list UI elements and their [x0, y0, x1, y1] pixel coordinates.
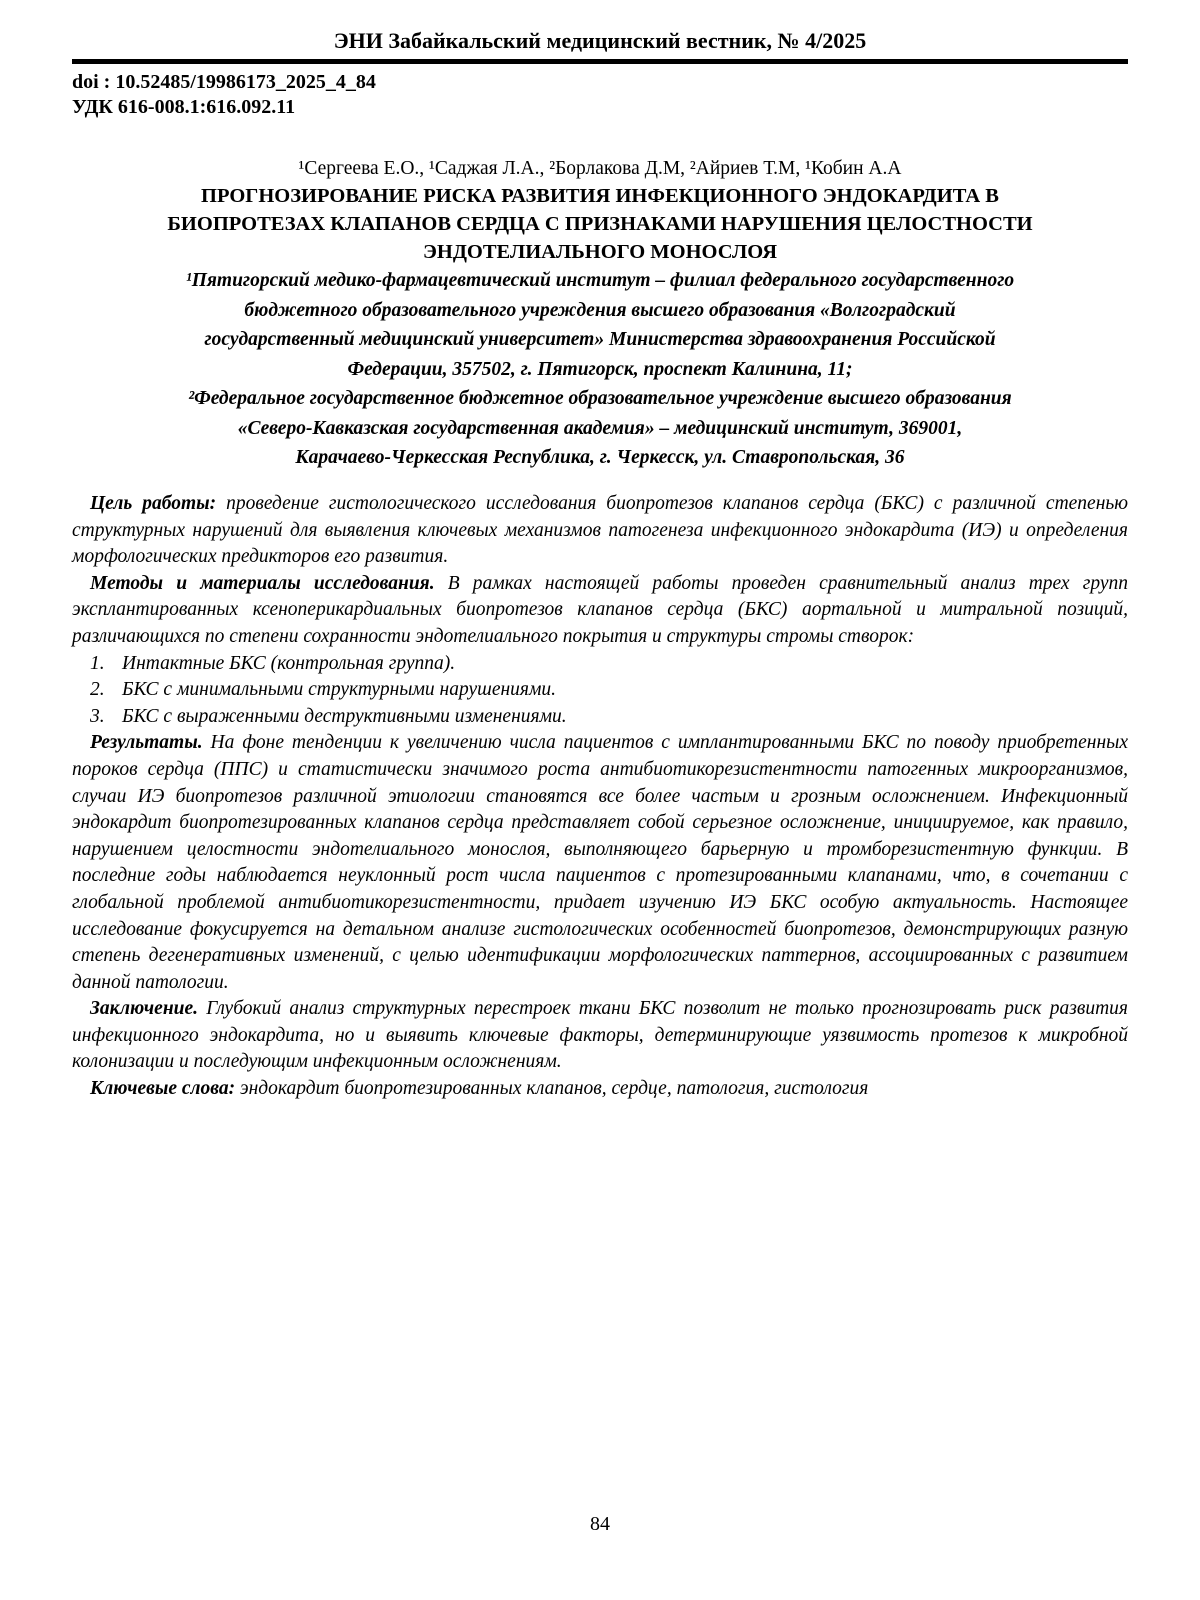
results-label: Результаты. [90, 732, 203, 754]
methods-text: В рамках настоящей работы проведен сравнительный анализ трех групп эксплантированных ксеноперикардиальных биопротезов клапанов сердца (БКС) аортальной и митральной позиций, различающихся по степени сохранности эндотелиального покрытия и структуры стромы створок: [72, 572, 1128, 647]
doi: doi : 10.52485/19986173_2025_4_84 [72, 71, 376, 93]
list-number: 3. [90, 705, 105, 727]
list-number: 2. [90, 679, 105, 701]
affiliation-line: бюджетного образовательного учреждения высшего образования «Волгоградский [244, 299, 956, 321]
title-line: ЭНДОТЕЛИАЛЬНОГО МОНОСЛОЯ [422, 241, 778, 263]
title-line: ПРОГНОЗИРОВАНИЕ РИСКА РАЗВИТИЯ ИНФЕКЦИОННОГО ЭНДОКАРДИТА В [201, 185, 999, 207]
conclusion-paragraph [72, 996, 1128, 1076]
list-text: БКС с минимальными структурными нарушениями. [122, 679, 557, 701]
identifiers [72, 70, 1128, 120]
groups-list [72, 651, 1128, 731]
affiliation-line: Федерации, 357502, г. Пятигорск, проспект Калинина, 11; [347, 358, 853, 380]
affiliations [72, 266, 1128, 473]
results-text: На фоне тенденции к увеличению числа пациентов с имплантированными БКС по поводу приобретенных пороков сердца (ППС) и статистически значимого роста антибиотикорезистентности патогенных микроорганизмов, случаи ИЭ биопротезов различной этиологии становятся все более частым и грозным осложнением. Инфекционный эндокардит биопротезированных клапанов сердца представляет собой серьезное осложнение, инициируемое, как правило, нарушением целостности эндотелиального монослоя, выполняющего барьерную и тромборезистентную функции. В последние годы наблюдается неуклонный рост числа пациентов с протезированными клапанами, что, в сочетании с глобальной проблемой антибиотикорезистентности, придает изучению ИЭ БКС особую актуальность. Настоящее исследование фокусируется на детальном анализе гистологических особенностей биопротезов, демонстрирующих разную степень дегенеративных изменений, с целью идентификации морфологических паттернов, ассоциированных с развитием данной патологии. [72, 732, 1128, 993]
title-line: БИОПРОТЕЗАХ КЛАПАНОВ СЕРДЦА С ПРИЗНАКАМИ НАРУШЕНИЯ ЦЕЛОСТНОСТИ [167, 213, 1033, 235]
keywords-paragraph [72, 1076, 1128, 1103]
results-paragraph [72, 730, 1128, 996]
keywords-text: эндокардит биопротезированных клапанов, сердце, патология, гистология [235, 1078, 869, 1100]
udk: УДК 616-008.1:616.092.11 [72, 96, 296, 118]
affiliation-line: ²Федеральное государственное бюджетное образовательное учреждение высшего образования [188, 388, 1012, 409]
article-title [72, 182, 1128, 266]
methods-paragraph [72, 571, 1128, 651]
aim-text: проведение гистологического исследования биопротезов клапанов сердца (БКС) с различной степенью структурных нарушений для выявления ключевых механизмов патогенеза инфекционного эндокардита (ИЭ) и определения морфологических предикторов его развития. [72, 493, 1129, 568]
affiliation-line: государственный медицинский университет» Министерства здравоохранения Российской [204, 329, 996, 350]
authors: ¹Сергеева Е.О., ¹Саджая Л.А., ²Борлакова Д.М, ²Айриев Т.М, ¹Кобин А.А [298, 158, 902, 179]
affiliation-line: Карачаево-Черкесская Республика, г. Черкесск, ул. Ставропольская, 36 [295, 447, 905, 468]
list-text: БКС с выраженными деструктивными изменениями. [122, 705, 567, 727]
conclusion-text: Глубокий анализ структурных перестроек ткани БКС позволит не только прогнозировать риск развития инфекционного эндокардита, но и выявить ключевые факторы, детерминирующие уязвимость протезов к микробной колонизации и последующим инфекционным осложнениям. [72, 998, 1128, 1073]
aim-paragraph [72, 491, 1128, 571]
running-head: ЭНИ Забайкальский медицинский вестник, № 4/2025 [333, 28, 867, 53]
aim-label: Цель работы: [90, 493, 217, 514]
page-number: 84 [590, 1513, 610, 1535]
affiliation-line: ¹Пятигорский медико-фармацевтический институт – филиал федерального государственного [185, 270, 1015, 291]
list-item [90, 704, 1128, 731]
list-number: 1. [90, 652, 105, 674]
abstract [72, 491, 1128, 1103]
affiliation-line: «Северо-Кавказская государственная академия» – медицинский институт, 369001, [237, 417, 963, 439]
list-item [90, 651, 1128, 678]
keywords-label: Ключевые слова: [90, 1078, 236, 1100]
conclusion-label: Заключение. [90, 998, 199, 1020]
header-rule [72, 59, 1128, 64]
list-item [90, 677, 1128, 704]
list-text: Интактные БКС (контрольная группа). [122, 652, 456, 674]
methods-label: Методы и материалы исследования. [90, 572, 435, 594]
